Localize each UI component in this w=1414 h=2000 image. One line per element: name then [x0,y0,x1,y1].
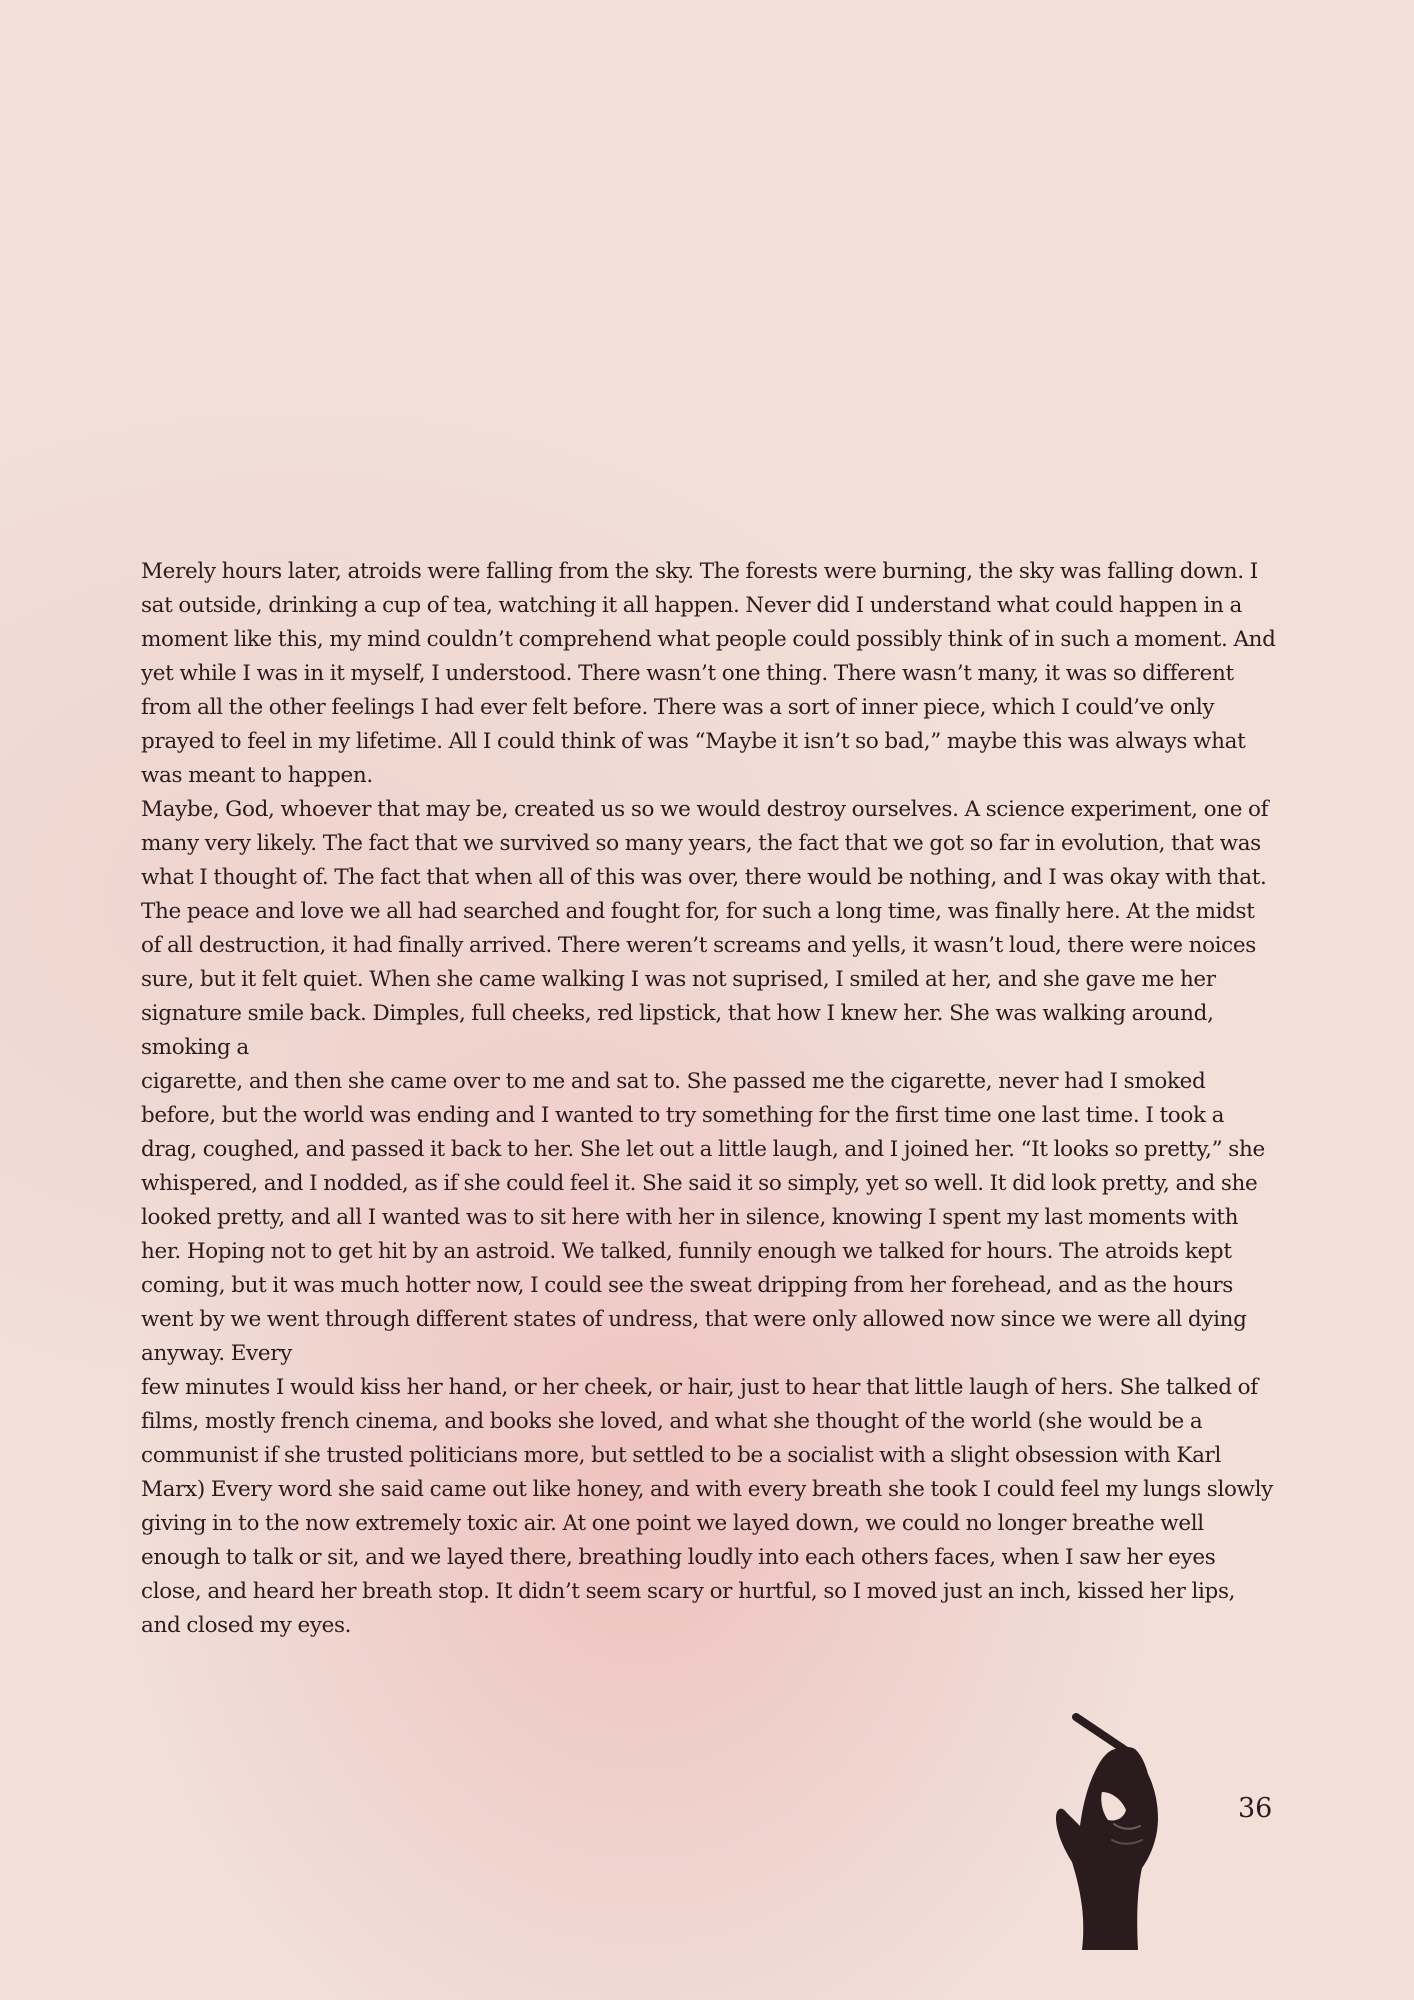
story-paragraph-4: few minutes I would kiss her hand, or her cheek, or hair, just to hear that little laugh of hers. She talked of films, mostly french cinema, and books she loved, and what she thought of the world (she would be a communist if she trusted politicians more, but settled to be a socialist with a slight obsession with Karl Marx) Every word she said came out like honey, and with every breath she took I could feel my lungs slowly giving in to the now extremely toxic air. At one point we layed down, we could no longer breathe well enough to talk or sit, and we layed there, breathing loudly into each others faces, when I saw her eyes close, and heard her breath stop. It didn’t seem scary or hurtful, so I moved just an inch, kissed her lips, and closed my eyes. [141,1375,1273,1638]
hand-holding-cigarette-icon [1052,1712,1172,1952]
story-paragraph-2: Maybe, God, whoever that may be, created us so we would destroy ourselves. A science experiment, one of many very likely. The fact that we survived so many years, the fact that we got so far in evolution, that was what I thought of. The fact that when all of this was over, there would be nothing, and I was okay with that. The peace and love we all had searched and fought for, for such a long time, was finally here. At the midst of all destruction, it had finally arrived. There weren’t screams and yells, it wasn’t loud, there were noices sure, but it felt quiet. When she came walking I was not suprised, I smiled at her, and she gave me her signature smile back. Dimples, full cheeks, red lipstick, that how I knew her. She was walking around, smoking a [141,797,1269,1060]
story-text [141,555,1276,1643]
page-number: 36 [1238,1793,1273,1824]
story-paragraph-1: Merely hours later, atroids were falling from the sky. The forests were burning, the sky was falling down. I sat outside, drinking a cup of tea, watching it all happen. Never did I understand what could happen in a moment like this, my mind couldn’t comprehend what people could possibly think of in such a moment. And yet while I was in it myself, I understood. There wasn’t one thing. There wasn’t many, it was so different from all the other feelings I had ever felt before. There was a sort of inner piece, which I could’ve only prayed to feel in my lifetime. All I could think of was “Maybe it isn’t so bad,” maybe this was always what was meant to happen. [141,559,1276,788]
story-paragraph-3: cigarette, and then she came over to me and sat to. She passed me the cigarette, never had I smoked before, but the world was ending and I wanted to try something for the first time one last time. I took a drag, coughed, and passed it back to her. She let out a little laugh, and I joined her. “It looks so pretty,” she whispered, and I nodded, as if she could feel it. She said it so simply, yet so well. It did look pretty, and she looked pretty, and all I wanted was to sit here with her in silence, knowing I spent my last moments with her. Hoping not to get hit by an astroid. We talked, funnily enough we talked for hours. The atroids kept coming, but it was much hotter now, I could see the sweat dripping from her forehead, and as the hours went by we went through different states of undress, that were only allowed now since we were all dying anyway. Every [141,1069,1265,1366]
